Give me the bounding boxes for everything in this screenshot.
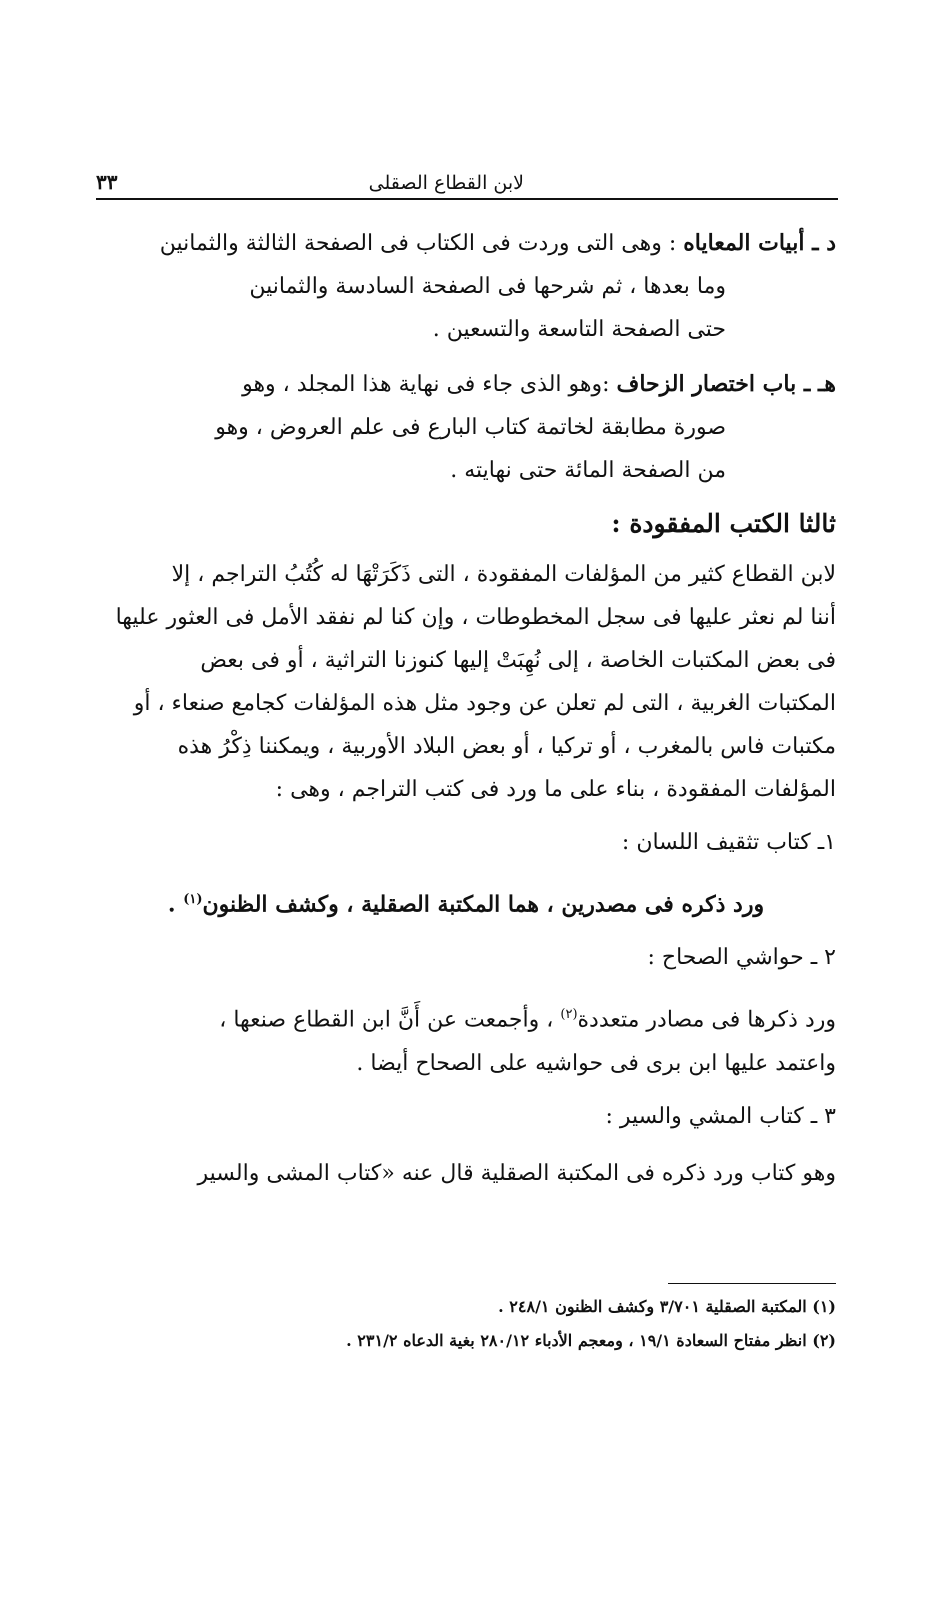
book-description <box>96 993 836 1084</box>
item-text: :وهو الذى جاء فى نهاية هذا المجلد ، وهو <box>242 372 610 397</box>
para-line <box>96 993 836 1041</box>
item-label: د ـ أبيات المعاياه <box>683 230 836 256</box>
section-title: ثالثا الكتب المفقودة : <box>611 509 836 538</box>
item-text: : وهى التى وردت فى الكتاب فى الصفحة الثالثة والثمانين <box>159 231 677 256</box>
para-line: مكتبات فاس بالمغرب ، أو تركيا ، أو بعض البلاد الأوربية ، ويمكننا ذِكْرُ هذه <box>177 734 836 759</box>
item-d <box>96 222 836 351</box>
book-description <box>96 878 836 926</box>
para-line: المكتبات الغربية ، التى لم تعلن عن وجود مثل هذه المؤلفات كجامع صنعاء ، أو <box>133 691 836 716</box>
para-line: لابن القطاع كثير من المؤلفات المفقودة ، التى ذَكَرَتْهَا له كُتُبُ التراجم ، إلا <box>171 562 836 587</box>
footnote-ref[interactable]: (٢) <box>560 1007 578 1023</box>
item-line: وما بعدها ، ثم شرحها فى الصفحة السادسة والثمانين <box>249 274 726 299</box>
item-line <box>96 363 836 406</box>
item-line: حتى الصفحة التاسعة والتسعين . <box>432 317 726 342</box>
book-title: ١ـ كتاب تثقيف اللسان : <box>621 830 836 855</box>
footnote: (١) المكتبة الصقلية ٣/٧٠١ وكشف الظنون ٢٤٨/١ . <box>498 1297 836 1316</box>
item-line <box>96 222 836 265</box>
running-title: لابن القطاع الصقلى <box>368 172 524 194</box>
item-line: من الصفحة المائة حتى نهايته . <box>450 458 726 483</box>
book-text: ورد ذكره فى مصدرين ، هما المكتبة الصقلية ، وكشف الظنون <box>202 891 765 918</box>
page-body <box>96 222 836 1195</box>
book-title: ٢ ـ حواشي الصحاح : <box>647 945 836 971</box>
book-text: ، وأجمعت عن أَنَّ ابن القطاع صنعها ، <box>219 1007 554 1033</box>
footnote-rule <box>668 1283 836 1284</box>
item-label: هـ ـ باب اختصار الزحاف <box>616 371 836 397</box>
book-title: ٣ ـ كتاب المشي والسير : <box>605 1103 836 1129</box>
item-line: صورة مطابقة لخاتمة كتاب البارع فى علم العروض ، وهو <box>215 415 726 440</box>
item-h <box>96 363 836 492</box>
footnote-ref[interactable]: (١) <box>183 892 203 907</box>
footnotes <box>300 1290 836 1358</box>
para-line: فى بعض المكتبات الخاصة ، إلى نُهِبَتْ إليها كنوزنا التراثية ، أو فى بعض <box>200 648 836 673</box>
book-text: ورد ذكرها فى مصادر متعددة <box>577 1007 836 1033</box>
page-number: ٣٣ <box>96 170 118 194</box>
intro-paragraph <box>96 553 836 811</box>
spacer <box>96 351 836 363</box>
page-header <box>96 160 834 194</box>
book-text-tail: . <box>167 891 184 918</box>
para-line: واعتمد عليها ابن برى فى حواشيه على الصحاح أيضا . <box>356 1050 836 1076</box>
para-line: المؤلفات المفقودة ، بناء على ما ورد فى كتب التراجم ، وهى : <box>275 777 836 802</box>
para-line: أننا لم نعثر عليها فى سجل المخطوطات ، وإن كنا لم نفقد الأمل فى العثور عليها <box>115 605 836 630</box>
book-description: وهو كتاب ورد ذكره فى المكتبة الصقلية قال عنه «كتاب المشى والسير <box>197 1160 836 1186</box>
header-rule <box>96 198 838 200</box>
footnote: (٢) انظر مفتاح السعادة ١٩/١ ، ومعجم الأدباء ٢٨٠/١٢ بغية الدعاه ٢٣١/٢ . <box>346 1331 836 1350</box>
